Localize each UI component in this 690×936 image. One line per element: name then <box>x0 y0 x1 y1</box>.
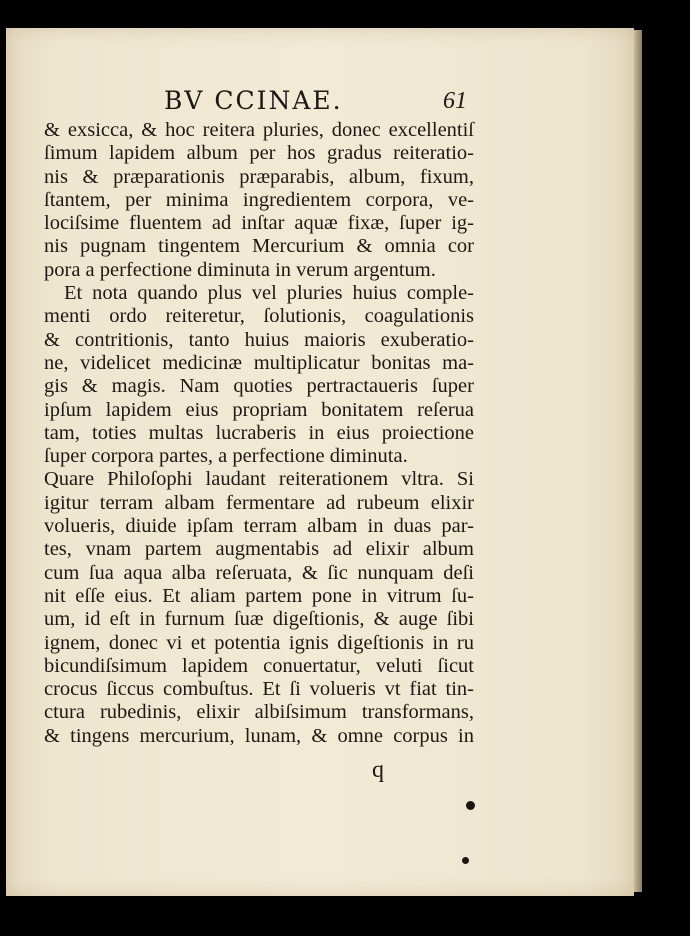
text-line: nit eſſe eius. Et aliam partem pone in vitrum ſu- <box>44 584 474 607</box>
signature-mark: q <box>372 757 384 783</box>
text-line: nis & præparationis præparabis, album, fixum, <box>44 165 474 188</box>
paragraph-start-line: Et nota quando plus vel pluries huius comple- <box>64 282 474 305</box>
text-line: volueris, diuide ipſam terram albam in duas par- <box>44 515 474 538</box>
body-text <box>44 119 474 748</box>
page-fore-edge <box>634 30 642 892</box>
text-line: pora a perfectione diminuta in verum argentum. <box>44 258 436 281</box>
text-line: ne, videlicet medicinæ multiplicatur bonitas ma- <box>44 351 474 374</box>
text-line: Quare Philoſophi laudant reiterationem vltra. Si <box>44 468 474 491</box>
text-line: ignem, donec vi et potentia ignis digeſtionis in ru <box>44 631 474 654</box>
text-line: bicundiſsimum lapidem conuertatur, veluti ſicut <box>44 654 474 677</box>
book-page <box>6 28 634 896</box>
text-line: ſtantem, per minima ingredientem corpora, ve- <box>44 188 474 211</box>
text-line: tes, vnam partem augmentabis ad elixir album <box>44 538 474 561</box>
text-line: crocus ſiccus combuſtus. Et ſi volueris vt fiat tin- <box>44 678 474 701</box>
text-line: um, id eſt in furnum ſuæ digeſtionis, & auge ſibi <box>44 608 474 631</box>
folio-number: 61 <box>443 88 467 114</box>
text-line: & exsicca, & hoc reitera pluries, donec excellentiſ <box>44 119 474 141</box>
ink-dot <box>466 801 475 810</box>
text-line: & contritionis, tanto huius maioris exuberatio- <box>44 328 474 351</box>
text-line: cum ſua aqua alba reſeruata, & ſic nunquam deſi <box>44 561 474 584</box>
text-line: ctura rubedinis, elixir albiſsimum transformans, <box>44 701 474 724</box>
text-line: gis & magis. Nam quoties pertractaueris ſuper <box>44 375 474 398</box>
ink-dot <box>462 857 469 864</box>
running-title: BV CCINAE. <box>164 86 343 115</box>
text-line: nis pugnam tingentem Mercurium & omnia cor <box>44 235 474 258</box>
text-line: ipſum lapidem eius propriam bonitatem reſerua <box>44 398 474 421</box>
text-line: ſuper corpora partes, a perfectione diminuta. <box>44 445 408 468</box>
text-line: & tingens mercurium, lunam, & omne corpus in <box>44 724 474 747</box>
text-line: lociſsime fluentem ad inſtar aquæ fixæ, ſuper ig- <box>44 212 474 235</box>
text-line: igitur terram albam fermentare ad rubeum elixir <box>44 491 474 514</box>
text-line: ſimum lapidem album per hos gradus reiteratio- <box>44 142 474 165</box>
running-head <box>6 86 634 122</box>
text-line: menti ordo reiteretur, ſolutionis, coagulationis <box>44 305 474 328</box>
text-line: tam, toties multas lucraberis in eius proiectione <box>44 421 474 444</box>
